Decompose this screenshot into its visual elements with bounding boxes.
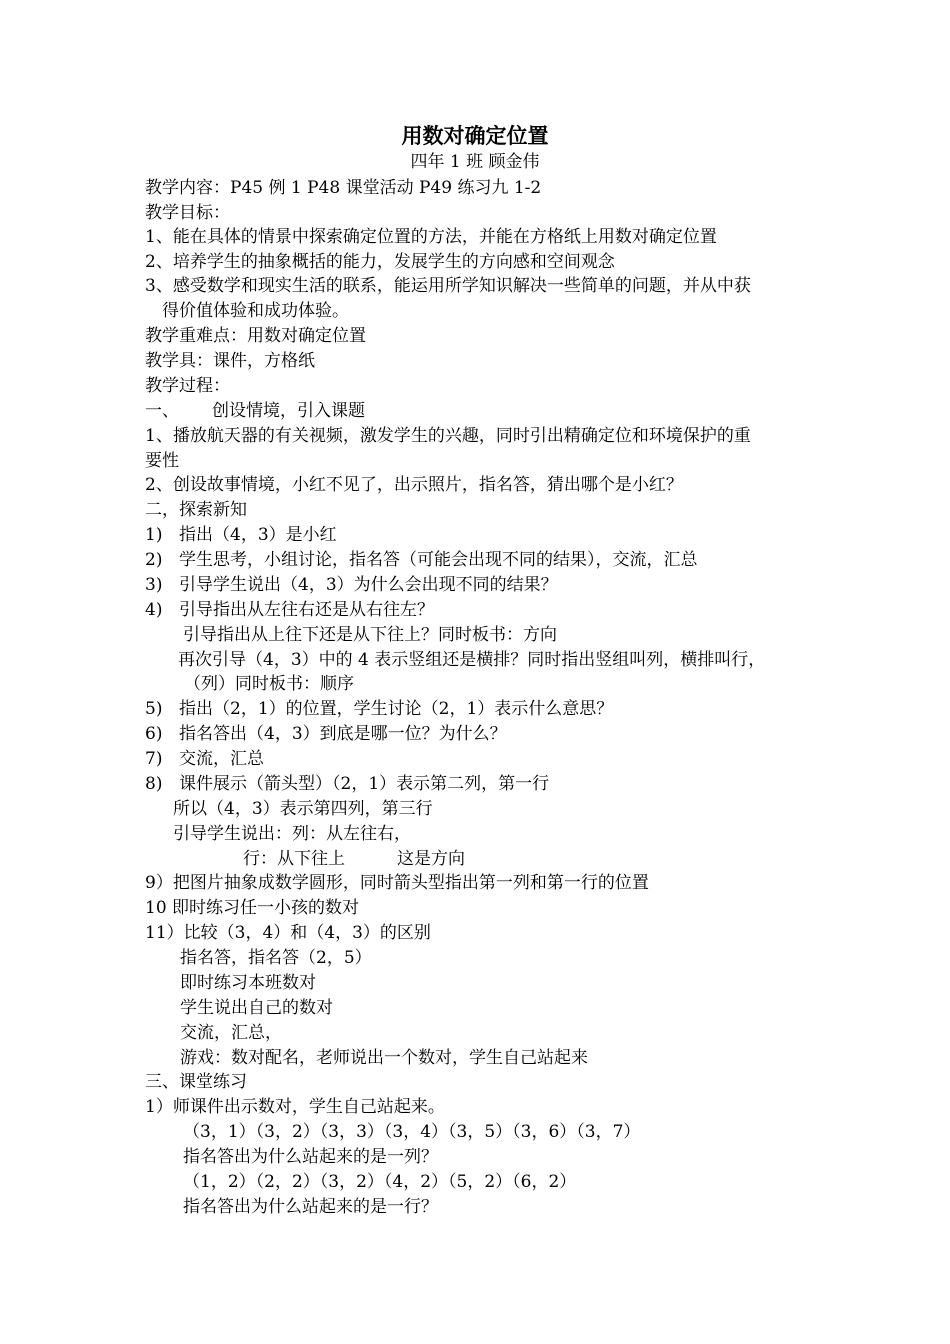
text-line: 教学重难点：用数对确定位置 <box>145 326 366 346</box>
list-marker: 3) <box>145 575 163 595</box>
text-line: 2、培养学生的抽象概括的能力，发展学生的方向感和空间观念 <box>145 252 615 272</box>
list-item <box>145 573 558 598</box>
page-subtitle: 四年 1 班 顾金伟 <box>410 152 540 172</box>
text-line: （3，1）（3，2）（3，3）（3，4）（3，5）（3，6）（3，7） <box>183 1122 641 1142</box>
text-line: 9）把图片抽象成数学圆形，同时箭头型指出第一列和第一行的位置 <box>145 873 649 893</box>
text-line: 引导指出从上往下还是从下往上？同时板书：方向 <box>183 625 557 645</box>
list-item <box>145 548 698 573</box>
list-item-text: 交流，汇总 <box>179 749 264 769</box>
list-item <box>145 523 337 548</box>
text-line: 这是方向 <box>397 849 465 869</box>
list-item <box>145 598 434 623</box>
text-line: 1）师课件出示数对，学生自己站起来。 <box>145 1097 445 1117</box>
list-marker: 1) <box>145 525 163 545</box>
text-line: 得价值体验和成功体验。 <box>162 301 349 321</box>
list-marker: 4) <box>145 600 163 620</box>
text-line: 要性 <box>145 451 179 471</box>
list-item-text: 指出（4，3）是小红 <box>179 525 337 545</box>
list-marker: 8) <box>145 774 163 794</box>
text-line: 1、播放航天器的有关视频，激发学生的兴趣，同时引出精确定位和环境保护的重 <box>145 426 751 446</box>
text-line: （1，2）（2，2）（3，2）（4，2）（5，2）（6，2） <box>183 1172 577 1192</box>
section-heading: 二，探索新知 <box>145 500 247 520</box>
list-item <box>145 697 613 722</box>
list-marker: 7) <box>145 749 163 769</box>
list-marker: 2) <box>145 550 163 570</box>
list-marker: 6) <box>145 724 163 744</box>
text-line: 即时练习本班数对 <box>180 973 316 993</box>
list-item-text: 指出（2，1）的位置，学生讨论（2，1）表示什么意思？ <box>179 699 614 719</box>
text-line: 教学具：课件，方格纸 <box>145 351 315 371</box>
text-line: 2、创设故事情境，小红不见了，出示照片，指名答，猜出哪个是小红？ <box>145 475 683 495</box>
list-item <box>145 772 549 797</box>
list-item-text: 引导指出从左往右还是从右往左？ <box>179 600 434 620</box>
text-line: 学生说出自己的数对 <box>180 998 333 1018</box>
section-heading: 创设情境，引入课题 <box>212 401 365 421</box>
section-heading: 三、课堂练习 <box>145 1072 247 1092</box>
text-line: 3、感受数学和现实生活的联系，能运用所学知识解决一些简单的问题，并从中获 <box>145 276 751 296</box>
text-line: 教学过程： <box>145 376 230 396</box>
text-line: 教学内容：P45 例 1 P48 课堂活动 P49 练习九 1-2 <box>145 178 542 198</box>
list-item-text: 课件展示（箭头型）（2，1）表示第二列，第一行 <box>179 774 550 794</box>
list-item <box>145 722 507 747</box>
page-title: 用数对确定位置 <box>401 123 549 148</box>
list-item-text: 指名答出（4，3）到底是哪一位？为什么？ <box>179 724 507 744</box>
text-line: 指名答，指名答（2，5） <box>180 948 372 968</box>
list-item-text: 引导学生说出（4，3）为什么会出现不同的结果？ <box>179 575 558 595</box>
text-line: 引导学生说出：列：从左往右， <box>173 824 411 844</box>
text-line: 1、能在具体的情景中探索确定位置的方法，并能在方格纸上用数对确定位置 <box>145 227 717 247</box>
text-line: 指名答出为什么站起来的是一行？ <box>183 1197 438 1217</box>
text-line: 11）比较（3，4）和（4，3）的区别 <box>145 923 431 943</box>
text-line: 再次引导（4，3）中的 4 表示竖组还是横排？同时指出竖组叫列，横排叫行， <box>178 650 766 670</box>
text-line: 10 即时练习任一小孩的数对 <box>145 898 360 918</box>
list-marker: 5) <box>145 699 163 719</box>
text-line: 交流，汇总， <box>180 1023 282 1043</box>
list-item <box>145 747 264 772</box>
text-line: 所以（4，3）表示第四列，第三行 <box>173 799 433 819</box>
text-line: 指名答出为什么站起来的是一列？ <box>183 1147 438 1167</box>
text-line: 行：从下往上 <box>243 849 345 869</box>
text-line: 教学目标： <box>145 203 230 223</box>
text-line: 游戏：数对配名，老师说出一个数对，学生自己站起来 <box>180 1048 588 1068</box>
section-marker: 一、 <box>145 401 179 421</box>
list-item-text: 学生思考，小组讨论，指名答（可能会出现不同的结果），交流，汇总 <box>179 550 698 570</box>
text-line: （列）同时板书：顺序 <box>184 674 354 694</box>
